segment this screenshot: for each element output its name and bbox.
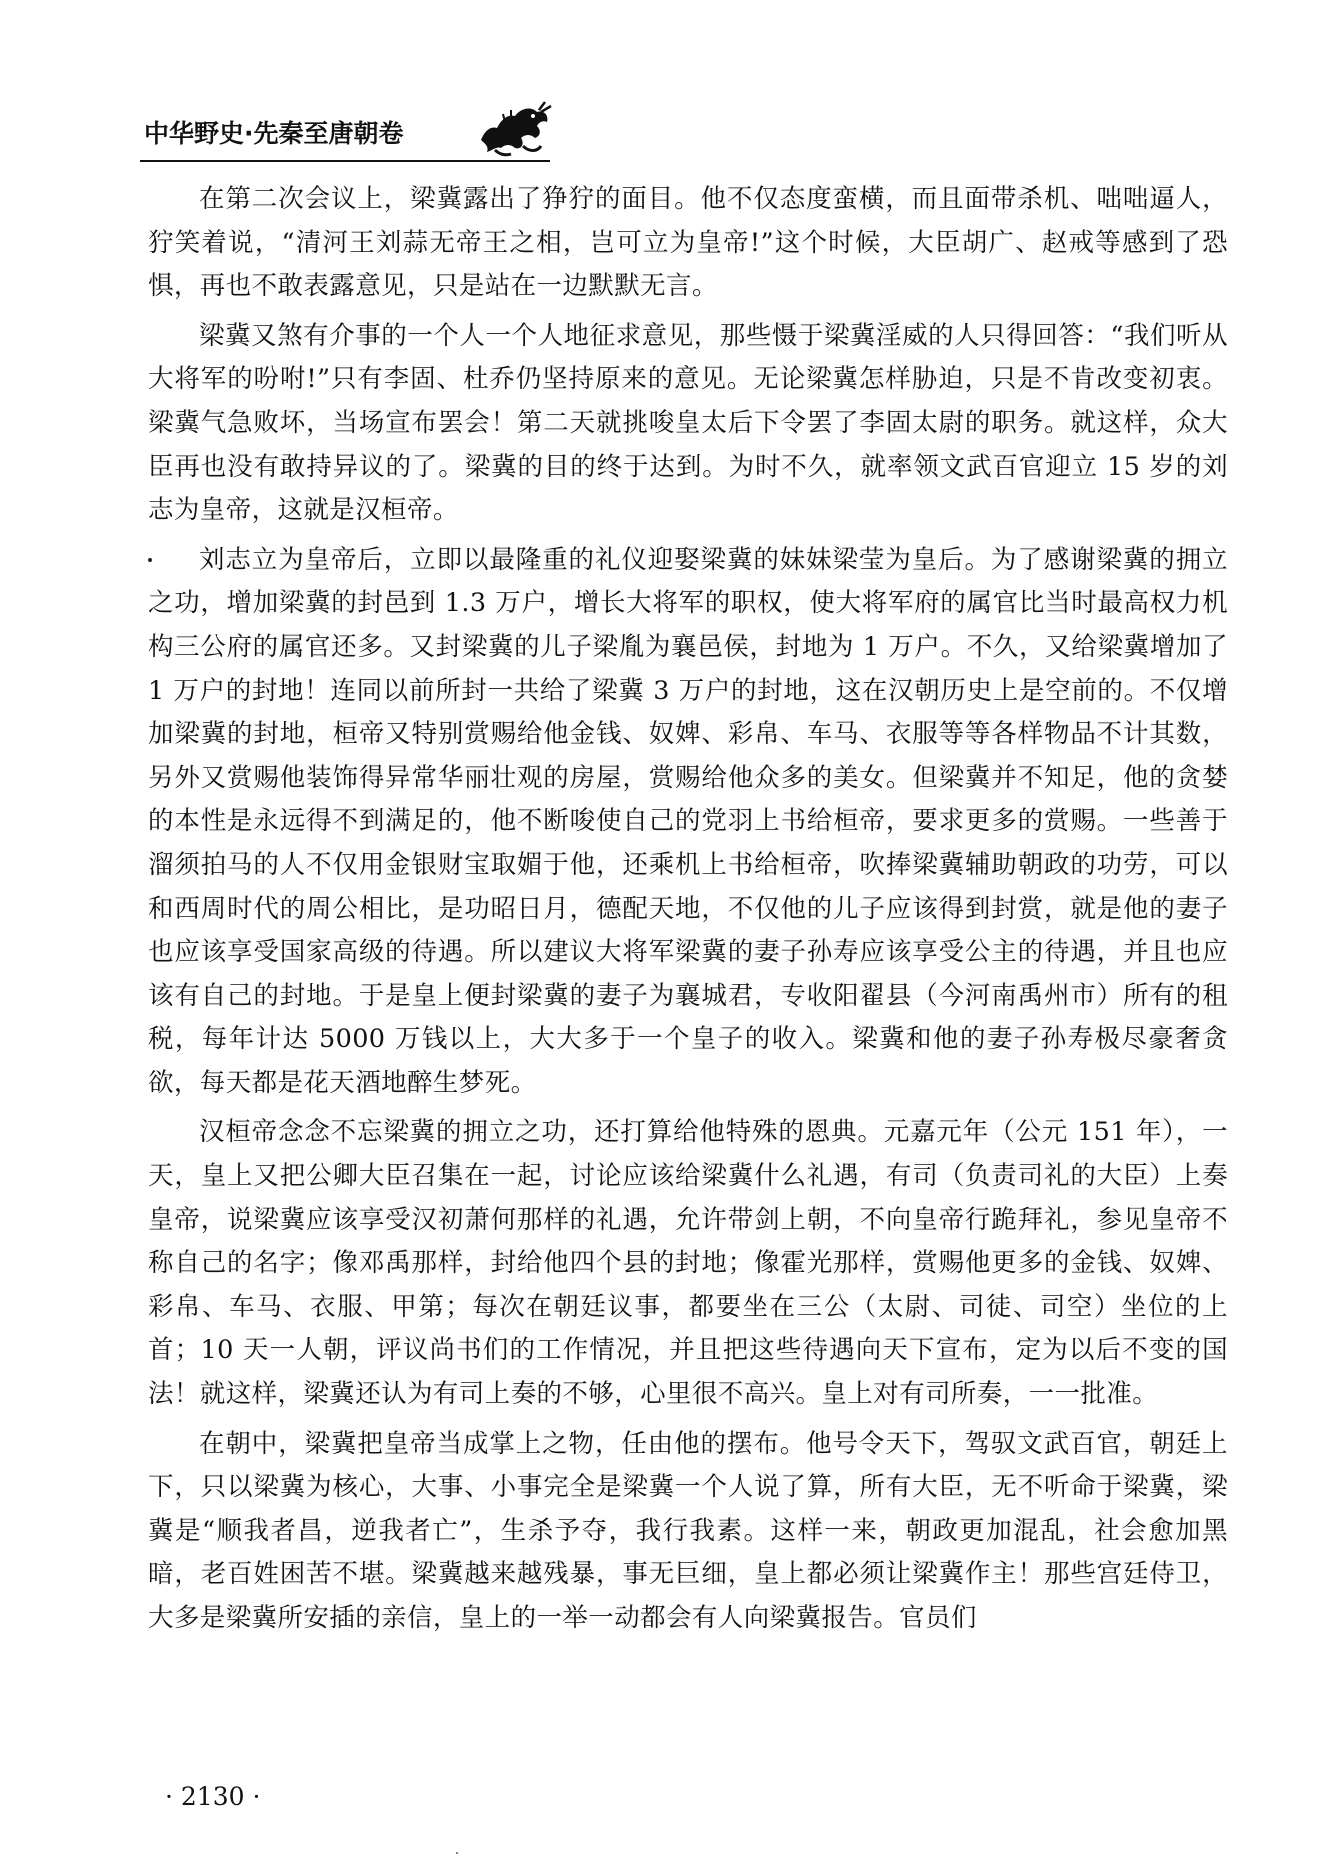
- running-header: [140, 100, 560, 160]
- header-divider: [140, 160, 550, 162]
- paragraph: 刘志立为皇帝后，立即以最隆重的礼仪迎娶梁冀的妹妹梁莹为皇后。为了感谢梁冀的拥立之功，增加梁冀的封邑到 1.3 万户，增长大将军的职权，使大将军府的属官比当时最高权力机构三公府的属官还多。又封梁冀的儿子梁胤为襄邑侯，封地为 1 万户。不久，又给梁冀增加了 1 万户的封地！连同以前所封一共给了梁冀 3 万户的封地，这在汉朝历史上是空前的。不仅增加梁冀的封地，桓帝又特别赏赐给他金钱、奴婢、彩帛、车马、衣服等等各样物品不计其数，另外又赏赐他装饰得异常华丽壮观的房屋，赏赐给他众多的美女。但梁冀并不知足，他的贪婪的本性是永远得不到满足的，他不断唆使自己的党羽上书给桓帝，要求更多的赏赐。一些善于溜须拍马的人不仅用金银财宝取媚于他，还乘机上书给桓帝，吹捧梁冀辅助朝政的功劳，可以和西周时代的周公相比，是功昭日月，德配天地，不仅他的儿子应该得到封赏，就是他的妻子也应该享受国家高级的待遇。所以建议大将军梁冀的妻子孙寿应该享受公主的待遇，并且也应该有自己的封地。于是皇上便封梁冀的妻子为襄城君，专收阳翟县（今河南禹州市）所有的租税，每年计达 5000 万钱以上，大大多于一个皇子的收入。梁冀和他的妻子孙寿极尽豪奢贪欲，每天都是花天酒地醉生梦死。: [148, 544, 1228, 1098]
- scan-speck: [456, 1852, 458, 1854]
- main-text: [148, 178, 1228, 1647]
- paragraph: 汉桓帝念念不忘梁冀的拥立之功，还打算给他特殊的恩典。元嘉元年（公元 151 年），一天，皇上又把公卿大臣召集在一起，讨论应该给梁冀什么礼遇，有司（负责司礼的大臣）上奏皇帝，说梁冀应该享受汉初萧何那样的礼遇，允许带剑上朝，不向皇帝行跪拜礼，参见皇帝不称自己的名字；像邓禹那样，封给他四个县的封地；像霍光那样，赏赐他更多的金钱、奴婢、彩帛、车马、衣服、甲第；每次在朝廷议事，都要坐在三公（太尉、司徒、司空）坐位的上首；10 天一人朝，评议尚书们的工作情况，并且把这些待遇向天下宣布，定为以后不变的国法！就这样，梁冀还认为有司上奏的不够，心里很不高兴。皇上对有司所奏，一一批准。: [148, 1117, 1228, 1410]
- paragraph: 在第二次会议上，梁冀露出了狰狞的面目。他不仅态度蛮横，而且面带杀机、咄咄逼人，狞笑着说，“清河王刘蒜无帝王之相，岂可立为皇帝!”这个时候，大臣胡广、赵戒等感到了恐惧，再也不敢表露意见，只是站在一边默默无言。: [148, 184, 1228, 302]
- page-number: · 2130 ·: [165, 1782, 261, 1811]
- dragon-emblem-icon: [475, 100, 555, 158]
- paragraph: 在朝中，梁冀把皇帝当成掌上之物，任由他的摆布。他号令天下，驾驭文武百官，朝廷上下，只以梁冀为核心，大事、小事完全是梁冀一个人说了算，所有大臣，无不听命于梁冀，梁冀是“顺我者昌，逆我者亡”，生杀予夺，我行我素。这样一来，朝政更加混乱，社会愈加黑暗，老百姓困苦不堪。梁冀越来越残暴，事无巨细，皇上都必须让梁冀作主！那些宫廷侍卫，大多是梁冀所安插的亲信，皇上的一举一动都会有人向梁冀报告。官员们: [148, 1428, 1228, 1633]
- book-title: 中华野史·先秦至唐朝卷: [144, 119, 404, 148]
- paragraph: 梁冀又煞有介事的一个人一个人地征求意见，那些慑于梁冀淫威的人只得回答：“我们听从大将军的吩咐!”只有李固、杜乔仍坚持原来的意见。无论梁冀怎样胁迫，只是不肯改变初衷。梁冀气急败坏，当场宣布罢会！第二天就挑唆皇太后下令罢了李固太尉的职务。就这样，众大臣再也没有敢持异议的了。梁冀的目的终于达到。为时不久，就率领文武百官迎立 15 岁的刘志为皇帝，这就是汉桓帝。: [148, 320, 1228, 526]
